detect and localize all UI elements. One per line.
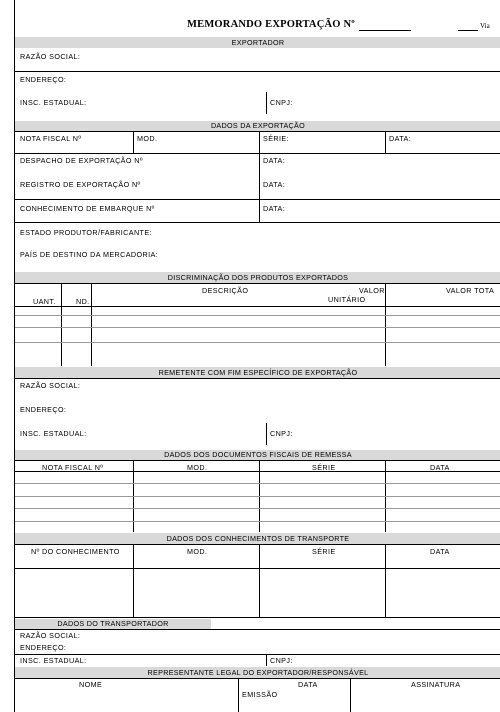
band-exportador: EXPORTADOR (15, 37, 500, 48)
transporte-serie-header: SÉRIE (312, 547, 336, 556)
exportador-razao-social-label: RAZÃO SOCIAL: (20, 52, 81, 61)
divider (133, 131, 134, 153)
produtos-descricao-header: DESCRIÇÃO (202, 286, 249, 295)
divider (238, 678, 239, 712)
divider (15, 306, 500, 307)
representante-data-header: DATA (298, 680, 318, 689)
remessa-nota-fiscal-header: NOTA FISCAL Nº (42, 463, 104, 472)
divider (91, 283, 92, 366)
band-produtos: DISCRIMINAÇÃO DOS PRODUTOS EXPORTADOS (15, 272, 500, 283)
divider (15, 460, 500, 461)
divider (15, 283, 500, 284)
produtos-quant-header: UANT. (33, 297, 56, 306)
representante-nome-header: NOME (79, 680, 103, 689)
band-transporte: DADOS DOS CONHECIMENTOS DE TRANSPORTE (15, 533, 500, 544)
export-memo-form (14, 0, 500, 712)
memo-number-blank (359, 19, 411, 31)
divider (15, 483, 500, 484)
exportacao-data-label: DATA: (389, 134, 412, 143)
transportador-endereco-label: ENDEREÇO: (20, 643, 67, 652)
divider (15, 378, 500, 379)
remetente-razao-social-label: RAZÃO SOCIAL: (20, 381, 81, 390)
representante-assinatura-header: ASSINATURA (411, 680, 461, 689)
registro-data-label: DATA: (263, 180, 286, 189)
registro-exportacao-label: REGISTRO DE EXPORTAÇÃO Nº (20, 180, 141, 189)
band-transportador: DADOS DO TRANSPORTADOR (15, 619, 211, 629)
conhecimento-data-label: DATA: (263, 204, 286, 213)
transportador-cnpj-label: CNPJ: (270, 656, 293, 665)
remessa-mod-header: MOD. (187, 463, 208, 472)
band-representante: REPRESENTANTE LEGAL DO EXPORTADOR/RESPONSÁVEL (15, 667, 500, 678)
exportacao-mod-label: MOD. (137, 134, 158, 143)
transportador-insc-estadual-label: INSC. ESTADUAL: (20, 656, 87, 665)
divider (15, 315, 500, 316)
remetente-insc-estadual-label: INSC. ESTADUAL: (20, 429, 87, 438)
form-title (187, 19, 411, 31)
divider (259, 131, 260, 222)
divider (15, 471, 500, 472)
produtos-valor-total-header: VALOR TOTA (446, 286, 495, 295)
band-remetente: REMETENTE COM FIM ESPECÍFICO DE EXPORTAÇÃO (15, 367, 500, 378)
divider (15, 327, 500, 328)
divider (15, 153, 500, 154)
divider (15, 71, 500, 72)
transporte-conhecimento-header: Nº DO CONHECIMENTO (31, 547, 120, 556)
divider (15, 342, 500, 343)
exportador-endereco-label: ENDEREÇO: (20, 75, 67, 84)
remetente-endereco-label: ENDEREÇO: (20, 405, 67, 414)
transporte-data-header: DATA (430, 547, 450, 556)
form-title-text: MEMORANDO EXPORTAÇÃO Nº (187, 19, 355, 30)
despacho-exportacao-label: DESPACHO DE EXPORTAÇÃO Nº (20, 156, 143, 165)
divider (61, 283, 62, 366)
divider (266, 654, 267, 666)
representante-emissao-header: EMISSÃO (242, 690, 278, 699)
estado-produtor-label: ESTADO PRODUTOR/FABRICANTE: (20, 228, 152, 237)
transporte-mod-header: MOD. (187, 547, 208, 556)
divider (15, 199, 500, 200)
transportador-razao-social-label: RAZÃO SOCIAL: (20, 631, 81, 640)
band-remessa: DADOS DOS DOCUMENTOS FISCAIS DE REMESSA (15, 450, 500, 460)
divider (15, 654, 500, 655)
via-field (458, 22, 490, 31)
divider (259, 544, 260, 617)
exportacao-nota-fiscal-label: NOTA FISCAL Nº (20, 134, 82, 143)
remessa-data-header: DATA (430, 463, 450, 472)
divider (15, 508, 500, 509)
conhecimento-embarque-label: CONHECIMENTO DE EMBARQUE Nº (20, 204, 155, 213)
remessa-serie-header: SÉRIE (312, 463, 336, 472)
divider (15, 131, 500, 132)
pais-destino-label: PAÍS DE DESTINO DA MERCADORIA: (20, 250, 159, 259)
divider (15, 568, 500, 569)
produtos-und-header: ND. (76, 297, 90, 306)
divider (266, 423, 267, 445)
produtos-valor-unit-header: VALOR (359, 286, 385, 295)
via-label: Via (480, 22, 490, 30)
divider (266, 92, 267, 114)
divider (133, 544, 134, 617)
via-number-blank (458, 22, 478, 31)
divider (15, 496, 500, 497)
exportador-insc-estadual-label: INSC. ESTADUAL: (20, 98, 87, 107)
divider (15, 678, 500, 679)
divider (385, 283, 386, 366)
divider (385, 131, 386, 153)
divider (350, 678, 351, 712)
divider (15, 222, 500, 223)
band-dados-exportacao: DADOS DA EXPORTAÇÃO (15, 121, 500, 131)
divider (15, 521, 500, 522)
divider (15, 617, 500, 618)
produtos-unitario-header: UNITÁRIO (328, 295, 366, 304)
remetente-cnpj-label: CNPJ: (270, 429, 293, 438)
despacho-data-label: DATA: (263, 156, 286, 165)
divider (15, 544, 500, 545)
exportador-cnpj-label: CNPJ: (270, 98, 293, 107)
divider (385, 544, 386, 617)
exportacao-serie-label: SÉRIE: (263, 134, 289, 143)
divider (15, 629, 500, 630)
